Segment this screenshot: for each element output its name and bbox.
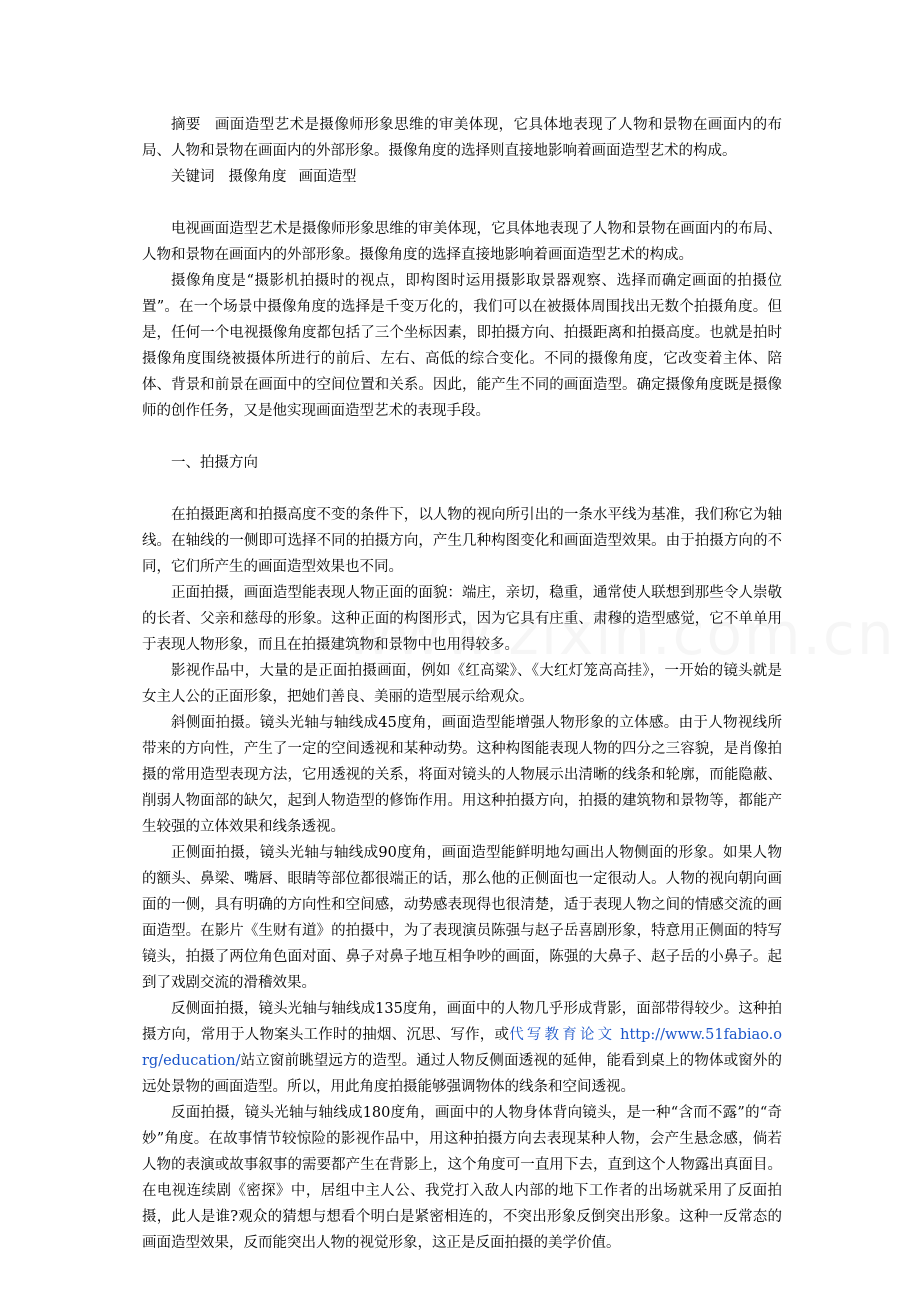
spacer xyxy=(142,190,782,216)
keyword-item: 画面造型 xyxy=(298,169,357,185)
url-link[interactable]: http://www.51fabiao.org/education/ xyxy=(142,1027,783,1069)
body-paragraph: 反面拍摄，镜头光轴与轴线成180度角，画面中的人物身体背向镜头，是一种“含而不露”的“奇妙”角度。在故事情节较惊险的影视作品中，用这种拍摄方向去表现某种人物，会产生悬念感，倘若人物的表演或故事叙事的需要都产生在背影上，这个角度可一直用下去，直到这个人物露出真面目。在电视连续剧《密探》中，居组中主人公、我党打入敌人内部的地下工作者的出场就采用了反面拍摄，此人是谁?观众的猜想与想看个明白是紧密相连的，不突出形象反倒突出形象。这种一反常态的画面造型效果，反而能突出人物的视觉形象，这正是反面拍摄的美学价值。 xyxy=(142,1105,782,1251)
document-body xyxy=(142,112,782,1256)
intro-paragraph: 摄像角度是“摄影机拍摄时的视点，即构图时运用摄影取景器观察、选择而确定画面的拍摄位置”。在一个场景中摄像角度的选择是千变万化的，我们可以在被摄体周围找出无数个拍摄角度。但是，任何一个电视摄像角度都包括了三个坐标因素，即拍摄方向、拍摄距离和拍摄高度。也就是拍时摄像角度围绕被摄体所进行的前后、左右、高低的综合变化。不同的摄像角度，它改变着主体、陪体、背景和前景在画面中的空间位置和关系。因此，能产生不同的画面造型。确定摄像角度既是摄像师的创作任务，又是他实现画面造型艺术的表现手段。 xyxy=(142,273,782,419)
section-heading: 一、拍摄方向 xyxy=(171,455,258,471)
ad-link[interactable]: 代写教育论文 xyxy=(509,1027,616,1043)
body-paragraph: 正侧面拍摄，镜头光轴与轴线成90度角，画面造型能鲜明地勾画出人物侧面的形象。如果人物的额头、鼻梁、嘴唇、眼睛等部位都很端正的话，那么他的正侧面也一定很动人。人物的视向朝向画面的一侧，具有明确的方向性和空间感，动势感表现得也很清楚，适于表现人物之间的情感交流的画面造型。在影片《生财有道》的拍摄中，为了表现演员陈强与赵子岳喜剧形象，特意用正侧面的特写镜头，拍摄了两位角色面对面、鼻子对鼻子地互相争吵的画面，陈强的大鼻子、赵子岳的小鼻子。起到了戏剧交流的滑稽效果。 xyxy=(142,845,782,991)
reverse-side-paragraph xyxy=(142,996,782,1100)
spacer xyxy=(142,476,782,502)
body-paragraph: 影视作品中，大量的是正面拍摄画面，例如《红高粱》、《大红灯笼高高挂》，一开始的镜头就是女主人公的正面形象，把她们善良、美丽的造型展示给观众。 xyxy=(142,663,782,705)
abstract-text: 画面造型艺术是摄像师形象思维的审美体现，它具体地表现了人物和景物在画面内的布局、人物和景物在画面内的外部形象。摄像角度的选择则直接地影响着画面造型艺术的构成。 xyxy=(142,117,782,159)
body-paragraph: 正面拍摄，画面造型能表现人物正面的面貌：端庄，亲切，稳重，通常使人联想到那些令人崇敬的长者、父亲和慈母的形象。这种正面的构图形式，因为它具有庄重、肃穆的造型感觉，它不单单用于表现人物形象，而且在拍摄建筑物和景物中也用得较多。 xyxy=(142,585,782,653)
abstract-paragraph xyxy=(142,112,782,164)
keywords-line xyxy=(142,164,782,190)
spacer xyxy=(142,424,782,450)
keyword-item: 摄像角度 xyxy=(228,169,287,185)
reverse-side-text-end: 站立窗前眺望远方的造型。通过人物反侧面透视的延伸，能看到桌上的物体或窗外的远处景物的画面造型。所以，用此角度拍摄能够强调物体的线条和空间透视。 xyxy=(142,1053,782,1095)
body-paragraph: 斜侧面拍摄。镜头光轴与轴线成45度角，画面造型能增强人物形象的立体感。由于人物视线所带来的方向性，产生了一定的空间透视和某种动势。这种构图能表现人物的四分之三容貌，是肖像拍摄的常用造型表现方法，它用透视的关系，将面对镜头的人物展示出清晰的线条和轮廓，而能隐蔽、削弱人物面部的缺欠，起到人物造型的修饰作用。用这种拍摄方向，拍摄的建筑物和景物等，都能产生较强的立体效果和线条透视。 xyxy=(142,715,782,835)
abstract-label: 摘要 xyxy=(171,117,201,133)
body-paragraph: 在拍摄距离和拍摄高度不变的条件下，以人物的视向所引出的一条水平线为基准，我们称它为轴线。在轴线的一侧即可选择不同的拍摄方向，产生几种构图变化和画面造型效果。由于拍摄方向的不同，它们所产生的画面造型效果也不同。 xyxy=(142,507,782,575)
keywords-label: 关键词 xyxy=(171,169,215,185)
intro-paragraph: 电视画面造型艺术是摄像师形象思维的审美体现，它具体地表现了人物和景物在画面内的布局、人物和景物在画面内的外部形象。摄像角度的选择直接地影响着画面造型艺术的构成。 xyxy=(142,221,782,263)
reverse-side-text: 反侧面拍摄，镜头光轴与轴线成135度角，画面中的人物几乎形成背影，面部带得较少。这种拍摄方向，常用于人物案头工作时的抽烟、沉思、写作，或 xyxy=(142,1001,782,1043)
